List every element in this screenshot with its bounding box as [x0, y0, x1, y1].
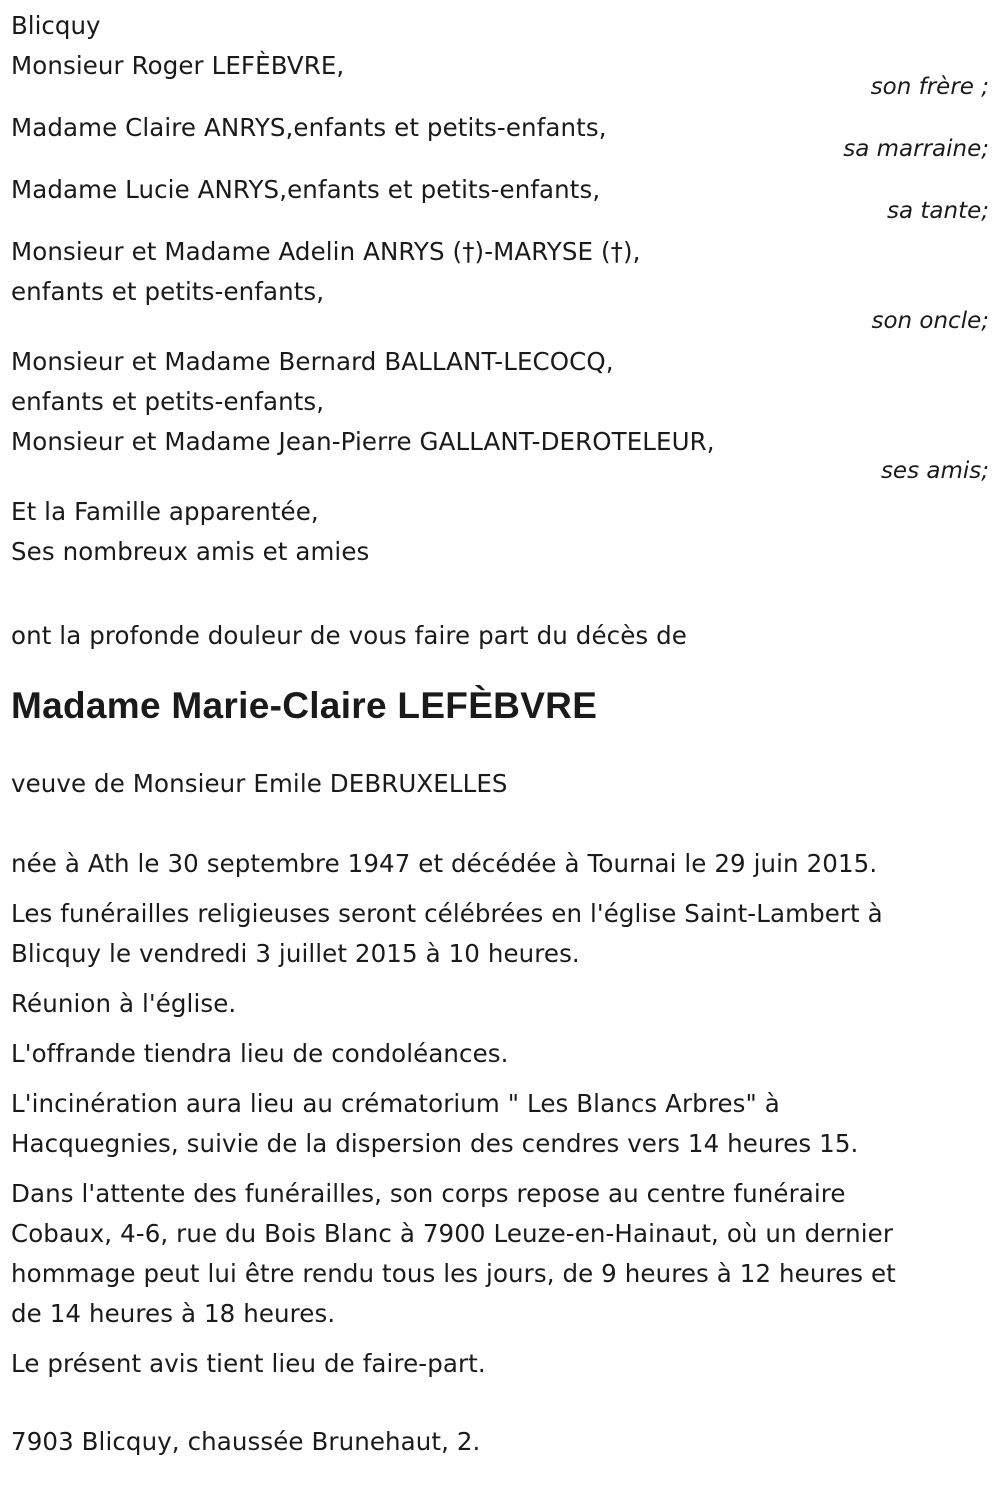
meeting-paragraph — [11, 984, 986, 1024]
cremation-paragraph — [11, 1084, 986, 1164]
offering-paragraph — [11, 1034, 986, 1074]
relation-label: son oncle; — [871, 308, 989, 334]
paragraph-line: de 14 heures à 18 heures. — [11, 1299, 336, 1328]
relation-label: son frère ; — [870, 74, 989, 100]
paragraph-line: hommage peut lui être rendu tous les jours, de 9 heures à 12 heures et — [11, 1259, 896, 1288]
family-line: enfants et petits-enfants, — [11, 387, 325, 416]
paragraph-line: née à Ath le 30 septembre 1947 et décédée à Tournai le 29 juin 2015. — [11, 849, 878, 878]
family-group-aunt — [11, 170, 991, 224]
family-group-brother — [11, 46, 991, 100]
family-line: Madame Lucie ANRYS,enfants et petits-enfants, — [11, 175, 601, 204]
other-relatives-line: Et la Famille apparentée, — [11, 497, 319, 526]
widow-of: veuve de Monsieur Emile DEBRUXELLES — [11, 769, 508, 798]
family-group-uncle — [11, 232, 991, 334]
header-city: Blicquy — [11, 11, 101, 40]
deceased-name: Madame Marie-Claire LEFÈBVRE — [11, 685, 598, 726]
paragraph-line: Cobaux, 4-6, rue du Bois Blanc à 7900 Leuze-en-Hainaut, où un dernier — [11, 1219, 894, 1248]
relation-label: sa marraine; — [843, 136, 989, 162]
paragraph-line: Hacquegnies, suivie de la dispersion des cendres vers 14 heures 15. — [11, 1129, 859, 1158]
family-line: Monsieur Roger LEFÈBVRE, — [11, 51, 345, 80]
announcement-intro: ont la profonde douleur de vous faire part du décès de — [11, 621, 687, 650]
paragraph-line: L'incinération aura lieu au crématorium " Les Blancs Arbres" à — [11, 1089, 780, 1118]
funeral-paragraph — [11, 894, 986, 974]
other-relatives — [11, 492, 991, 572]
visitation-paragraph — [11, 1174, 986, 1334]
paragraph-line: L'offrande tiendra lieu de condoléances. — [11, 1039, 509, 1068]
paragraph-line: Réunion à l'église. — [11, 989, 237, 1018]
paragraph-line: Blicquy le vendredi 3 juillet 2015 à 10 heures. — [11, 939, 580, 968]
family-line: Monsieur et Madame Jean-Pierre GALLANT-DEROTELEUR, — [11, 427, 715, 456]
family-group-godmother — [11, 108, 991, 162]
birth-death-paragraph — [11, 844, 986, 884]
relation-label: ses amis; — [880, 458, 989, 484]
notice-paragraph — [11, 1344, 986, 1384]
family-line: Monsieur et Madame Bernard BALLANT-LECOCQ, — [11, 347, 614, 376]
paragraph-line: Dans l'attente des funérailles, son corps repose au centre funéraire — [11, 1179, 846, 1208]
obituary-notice — [11, 6, 991, 1462]
family-line: Madame Claire ANRYS,enfants et petits-enfants, — [11, 113, 607, 142]
other-relatives-line: Ses nombreux amis et amies — [11, 537, 370, 566]
address: 7903 Blicquy, chaussée Brunehaut, 2. — [11, 1427, 481, 1456]
family-line: enfants et petits-enfants, — [11, 277, 325, 306]
family-line: Monsieur et Madame Adelin ANRYS (†)-MARYSE (†), — [11, 237, 641, 266]
family-group-friends — [11, 342, 991, 484]
paragraph-line: Le présent avis tient lieu de faire-part. — [11, 1349, 486, 1378]
paragraph-line: Les funérailles religieuses seront célébrées en l'église Saint-Lambert à — [11, 899, 883, 928]
relation-label: sa tante; — [887, 198, 989, 224]
